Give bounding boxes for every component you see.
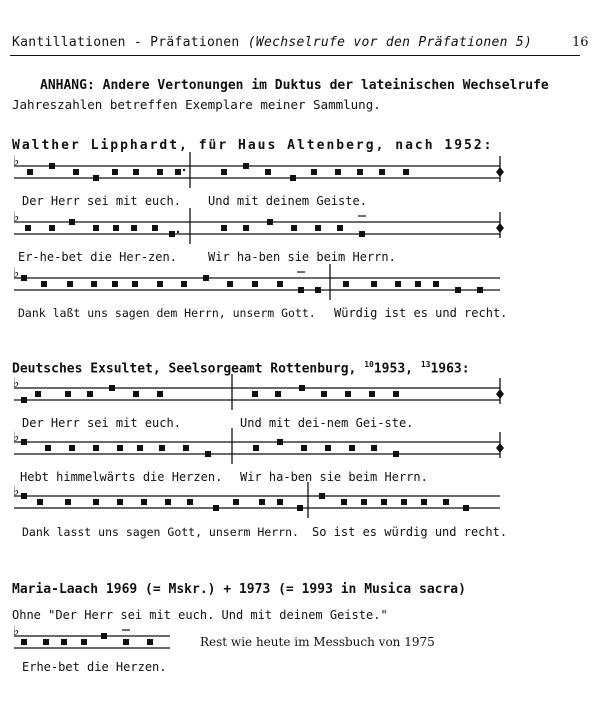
section-heading-lipphardt: Walther Lipphardt, für Haus Altenberg, nach 1952: <box>12 138 494 153</box>
end-diamond <box>496 443 504 453</box>
lyric-right: Wir ha-ben sie beim Herrn. <box>240 470 428 484</box>
ohne-note: Ohne "Der Herr sei mit euch. Und mit deinem Geiste." <box>12 608 388 622</box>
note <box>357 169 363 175</box>
note <box>477 287 483 293</box>
lyric-left: Hebt himmelwärts die Herzen. <box>20 470 223 484</box>
page-number: 16 <box>572 35 589 50</box>
note <box>49 163 55 169</box>
note <box>157 391 163 397</box>
note <box>93 225 99 231</box>
note <box>315 225 321 231</box>
end-diamond <box>496 223 504 233</box>
note <box>463 505 469 511</box>
note <box>21 397 27 403</box>
note <box>93 445 99 451</box>
note <box>93 175 99 181</box>
note <box>277 281 283 287</box>
note <box>290 175 296 181</box>
header-title: Kantillationen - Präfationen <box>12 35 240 50</box>
note <box>147 639 153 645</box>
note <box>381 499 387 505</box>
note <box>43 639 49 645</box>
note <box>133 169 139 175</box>
note <box>393 391 399 397</box>
note <box>343 281 349 287</box>
lyric-left: Der Herr sei mit euch. <box>22 416 181 430</box>
year2-sup: 13 <box>420 360 431 369</box>
note <box>69 219 75 225</box>
heading-prefix: Deutsches Exsultet, Seelsorgeamt Rottenburg, <box>12 361 357 377</box>
note <box>93 499 99 505</box>
note <box>113 225 119 231</box>
note <box>443 499 449 505</box>
note <box>401 499 407 505</box>
note <box>243 225 249 231</box>
note <box>379 169 385 175</box>
note <box>433 281 439 287</box>
note <box>91 281 97 287</box>
note <box>299 385 305 391</box>
note <box>243 163 249 169</box>
note <box>371 445 377 451</box>
note <box>65 391 71 397</box>
note <box>221 169 227 175</box>
note <box>117 499 123 505</box>
note <box>301 445 307 451</box>
note <box>319 493 325 499</box>
note <box>21 439 27 445</box>
flat-sign-icon: ♭ <box>13 484 20 499</box>
flat-sign-icon: ♭ <box>13 154 20 169</box>
note <box>133 391 139 397</box>
note <box>175 169 181 175</box>
note <box>49 225 55 231</box>
note <box>267 219 273 225</box>
lyric-left: Dank lasst uns sagen Gott, unserm Herrn. <box>22 525 299 539</box>
note <box>403 169 409 175</box>
note <box>21 493 27 499</box>
note <box>152 225 158 231</box>
note <box>181 281 187 287</box>
note <box>337 225 343 231</box>
lyric-right: Wir ha-ben sie beim Herrn. <box>208 250 396 264</box>
end-diamond <box>496 167 504 177</box>
note <box>455 287 461 293</box>
note <box>335 169 341 175</box>
note <box>73 169 79 175</box>
note <box>345 391 351 397</box>
note <box>277 499 283 505</box>
note <box>101 633 107 639</box>
lyric-right: Und mit dei-nem Gei-ste. <box>240 416 414 430</box>
note <box>112 281 118 287</box>
header-subtitle: (Wechselrufe vor den Präfationen 5) <box>247 35 533 50</box>
note <box>265 169 271 175</box>
note <box>67 281 73 287</box>
note <box>321 391 327 397</box>
note <box>187 499 193 505</box>
note <box>341 499 347 505</box>
note <box>252 391 258 397</box>
note <box>25 225 31 231</box>
note <box>311 169 317 175</box>
note <box>297 505 303 511</box>
note <box>27 169 33 175</box>
section-heading-marialaach: Maria-Laach 1969 (= Mskr.) + 1973 (= 1993 in Musica sacra) <box>12 582 466 597</box>
lyric-left: Der Herr sei mit euch. <box>22 194 181 208</box>
note <box>298 287 304 293</box>
anhang-heading: ANHANG: Andere Vertonungen im Duktus der lateinischen Wechselrufe <box>40 78 549 93</box>
flat-sign-icon: ♭ <box>13 430 20 445</box>
note <box>291 225 297 231</box>
note <box>183 445 189 451</box>
note <box>37 499 43 505</box>
note <box>315 287 321 293</box>
year2: 1963: <box>430 361 470 377</box>
note <box>233 499 239 505</box>
note <box>169 231 175 237</box>
note <box>41 281 47 287</box>
note <box>369 391 375 397</box>
note <box>109 385 115 391</box>
flat-sign-icon: ♭ <box>13 624 20 639</box>
note <box>157 169 163 175</box>
note <box>61 639 67 645</box>
note <box>259 499 265 505</box>
lyric-right: So ist es würdig und recht. <box>312 525 508 539</box>
year1: 1953, <box>373 361 413 377</box>
note <box>112 169 118 175</box>
note <box>393 451 399 457</box>
note <box>69 445 75 451</box>
note <box>221 225 227 231</box>
note <box>252 281 258 287</box>
note <box>359 231 365 237</box>
note <box>361 499 367 505</box>
note <box>277 439 283 445</box>
note <box>123 639 129 645</box>
note <box>159 445 165 451</box>
note <box>21 275 27 281</box>
note <box>117 445 123 451</box>
note <box>137 445 143 451</box>
lyric-left: Dank laßt uns sagen dem Herrn, unserm Gott. <box>18 306 316 320</box>
lyric-right: Und mit deinem Geiste. <box>208 194 367 208</box>
lyric-left: Erhe-bet die Herzen. <box>22 660 167 674</box>
note <box>325 445 331 451</box>
note <box>141 499 147 505</box>
jahreszahlen-note: Jahreszahlen betreffen Exemplare meiner Sammlung. <box>12 97 381 112</box>
rest-note: Rest wie heute im Messbuch von 1975 <box>200 635 435 649</box>
note <box>203 275 209 281</box>
note <box>87 391 93 397</box>
note <box>421 499 427 505</box>
end-diamond <box>496 389 504 399</box>
note <box>371 281 377 287</box>
note <box>132 281 138 287</box>
flat-sign-icon: ♭ <box>13 266 20 281</box>
note <box>227 281 233 287</box>
note <box>35 391 41 397</box>
note <box>253 445 259 451</box>
note-dot <box>183 169 185 171</box>
note <box>415 281 421 287</box>
flat-sign-icon: ♭ <box>13 376 20 391</box>
note <box>157 281 163 287</box>
note <box>65 499 71 505</box>
note-dot <box>177 231 179 233</box>
note <box>275 391 281 397</box>
note <box>131 225 137 231</box>
note <box>21 639 27 645</box>
note <box>205 451 211 457</box>
note <box>45 445 51 451</box>
flat-sign-icon: ♭ <box>13 210 20 225</box>
lyric-left: Er-he-bet die Her-zen. <box>18 250 177 264</box>
note <box>81 639 87 645</box>
year1-sup: 10 <box>364 360 374 369</box>
note <box>165 499 171 505</box>
note <box>213 505 219 511</box>
note <box>349 445 355 451</box>
lyric-right: Würdig ist es und recht. <box>334 306 508 320</box>
note <box>395 281 401 287</box>
